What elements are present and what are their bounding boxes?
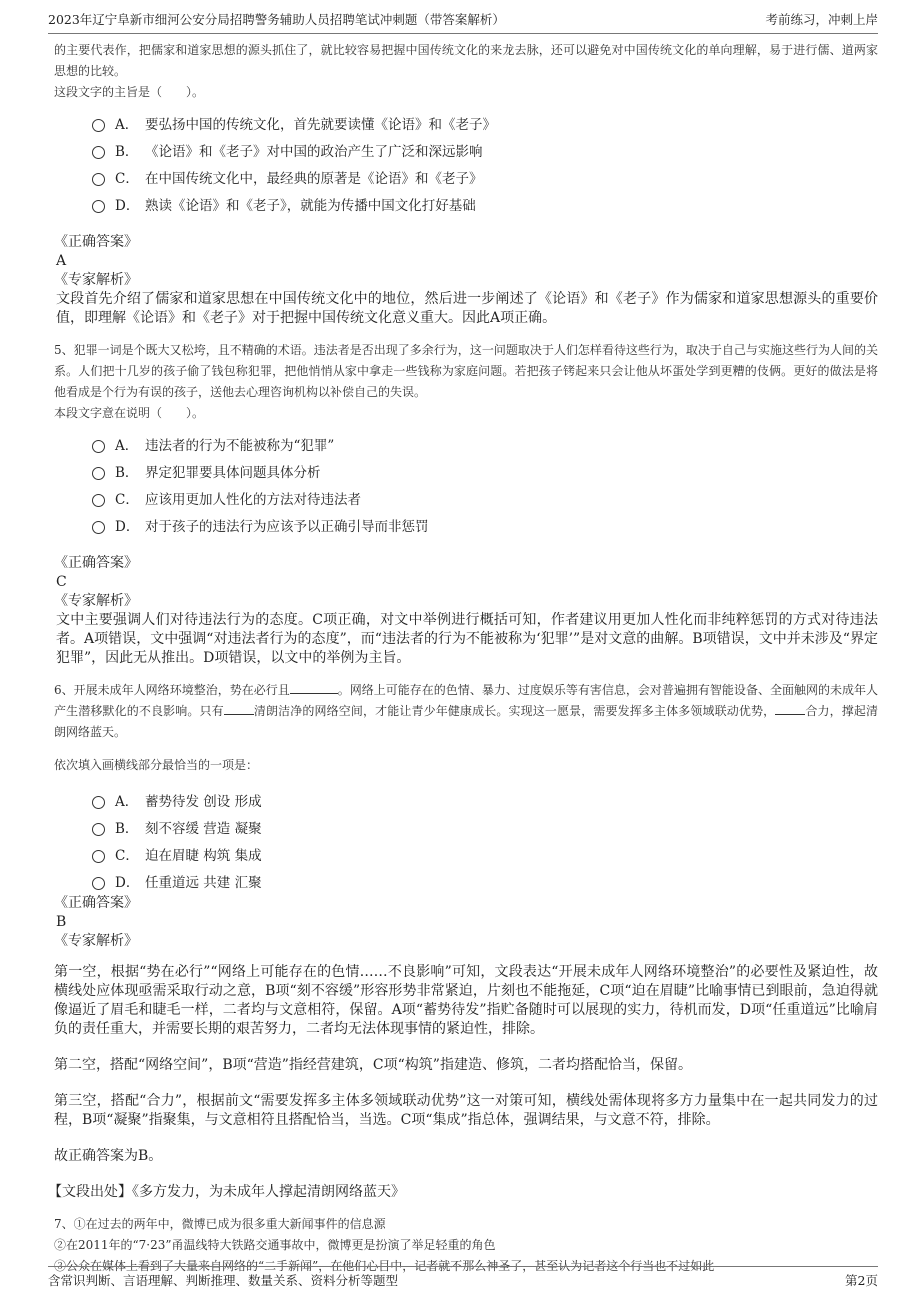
option-letter: A． bbox=[115, 437, 139, 454]
option-text: 应该用更加人性化的方法对待违法者 bbox=[145, 491, 361, 508]
q6-passage-part-3: 清朗洁净的网络空间，才能让青少年健康成长。实现这一愿景，需要发挥多主体多领域联动优势， bbox=[253, 704, 776, 718]
q4-option-c[interactable] bbox=[92, 163, 878, 190]
q5-analysis-label: 《专家解析》 bbox=[54, 593, 138, 609]
option-letter: B． bbox=[115, 820, 139, 837]
radio-button[interactable] bbox=[92, 173, 105, 186]
option-letter: C． bbox=[115, 847, 139, 864]
page-footer bbox=[48, 1266, 878, 1289]
radio-button[interactable] bbox=[92, 146, 105, 159]
q5-question: 本段文字意在说明（ ）。 bbox=[54, 406, 205, 420]
q6-blank-2 bbox=[224, 714, 254, 715]
q6-passage-part-2: 。网络上可能存在的色情、暴力、过度娱乐等有害信息，会对普遍拥有智能设备、全面触网的未成年人产生潜移默化的不良影响。只有 bbox=[54, 683, 878, 718]
option-letter: C． bbox=[115, 491, 139, 508]
q5-analysis: 文中主要强调人们对待违法行为的态度。C项正确，对文中举例进行概括可知，作者建议用更加人性化而非纯粹惩罚的方式对待违法者。A项错误，文中强调“对违法者行为的态度”，而“违法者的行为不能被称为‘犯罪’”是对文意的曲解。B项错误，文中并未涉及“界定犯罪”，因此无从推出。D项错误，以文中的举例为主旨。 bbox=[56, 612, 878, 666]
q4-answer-label: 《正确答案》 bbox=[54, 234, 138, 250]
question-5 bbox=[54, 340, 878, 668]
option-text: 任重道远 共建 汇聚 bbox=[145, 874, 262, 891]
q6-analysis-label: 《专家解析》 bbox=[54, 933, 138, 949]
option-text: 迫在眉睫 构筑 集成 bbox=[145, 847, 262, 864]
option-text: 对于孩子的违法行为应该予以正确引导而非惩罚 bbox=[145, 518, 429, 535]
q4-question: 这段文字的主旨是（ ）。 bbox=[54, 85, 205, 99]
option-letter: C． bbox=[115, 170, 139, 187]
q5-option-d[interactable] bbox=[92, 511, 878, 538]
page-content bbox=[48, 40, 878, 1277]
header-slogan: 考前练习，冲刺上岸 bbox=[765, 11, 878, 27]
q6-explanation-paragraph: 第三空，搭配“合力”，根据前文“需要发挥多主体多领域联动优势”这一对策可知，横线处需体现将多方力量集中在一起共同发力的过程，B项“凝聚”指聚集，与文意相符且搭配恰当，当选。C项“集成”指总体，强调结果，与文意不符，排除。 bbox=[54, 1093, 878, 1128]
q6-option-d[interactable] bbox=[92, 867, 878, 894]
option-letter: A． bbox=[115, 793, 139, 810]
q6-explanations bbox=[54, 963, 878, 1166]
radio-button[interactable] bbox=[92, 440, 105, 453]
q5-passage: 5、犯罪一词是个既大又松垮，且不精确的术语。违法者是否出现了多余行为，这一问题取决于人们怎样看待这些行为，取决于自己与实施这些行为人间的关系。人们把十几岁的孩子偷了钱包称犯罪，把他悄悄从家中拿走一些钱称为家庭问题。若把孩子铐起来只会让他从坏蛋处学到更糟的伎俩。更好的做法是将他看成是个行为有误的孩子，送他去心理咨询机构以补偿自己的失误。 bbox=[54, 343, 878, 399]
option-letter: D． bbox=[115, 518, 140, 535]
option-text: 要弘扬中国的传统文化，首先就要读懂《论语》和《老子》 bbox=[145, 116, 496, 133]
q6-option-a[interactable] bbox=[92, 786, 878, 813]
q5-option-c[interactable] bbox=[92, 484, 878, 511]
header-title: 2023年辽宁阜新市细河公安分局招聘警务辅助人员招聘笔试冲刺题（带答案解析） bbox=[48, 11, 505, 27]
option-text: 《论语》和《老子》对中国的政治产生了广泛和深远影响 bbox=[145, 143, 483, 160]
q5-option-b[interactable] bbox=[92, 457, 878, 484]
q6-explanation-paragraph: 故正确答案为B。 bbox=[54, 1148, 163, 1164]
q4-answer: A bbox=[56, 253, 67, 269]
q6-option-b[interactable] bbox=[92, 813, 878, 840]
q7-line: 7、①在过去的两年中，微博已成为很多重大新闻事件的信息源 bbox=[54, 1217, 386, 1231]
option-text: 界定犯罪要具体问题具体分析 bbox=[145, 464, 321, 481]
radio-button[interactable] bbox=[92, 877, 105, 890]
radio-button[interactable] bbox=[92, 494, 105, 507]
option-letter: D． bbox=[115, 874, 140, 891]
q6-answer: B bbox=[56, 914, 67, 930]
option-letter: B． bbox=[115, 464, 139, 481]
radio-button[interactable] bbox=[92, 119, 105, 132]
q4-option-d[interactable] bbox=[92, 190, 878, 217]
q4-options bbox=[92, 109, 878, 217]
page-header bbox=[48, 8, 878, 34]
q6-source: 【文段出处】《多方发力，为未成年人撑起清朗网络蓝天》 bbox=[48, 1184, 405, 1200]
q5-option-a[interactable] bbox=[92, 430, 878, 457]
q7-line: ②在2011年的“7·23”甬温线特大铁路交通事故中，微博更是扮演了举足轻重的角色 bbox=[54, 1238, 496, 1252]
option-text: 违法者的行为不能被称为“犯罪” bbox=[145, 437, 335, 454]
q4-option-b[interactable] bbox=[92, 136, 878, 163]
radio-button[interactable] bbox=[92, 521, 105, 534]
q6-options bbox=[92, 786, 878, 894]
radio-button[interactable] bbox=[92, 850, 105, 863]
q6-passage bbox=[54, 680, 878, 743]
q6-question: 依次填入画横线部分最恰当的一项是： bbox=[54, 758, 259, 772]
q5-answer-label: 《正确答案》 bbox=[54, 555, 138, 571]
page-number: 第2页 bbox=[845, 1273, 878, 1288]
q4-option-a[interactable] bbox=[92, 109, 878, 136]
q5-answer: C bbox=[56, 574, 67, 590]
option-letter: A． bbox=[115, 116, 139, 133]
option-text: 刻不容缓 营造 凝聚 bbox=[145, 820, 262, 837]
q6-explanation-paragraph: 第二空，搭配“网络空间”，B项“营造”指经营建筑，C项“构筑”指建造、修筑，二者均搭配恰当，保留。 bbox=[54, 1057, 692, 1073]
option-text: 熟读《论语》和《老子》，就能为传播中国文化打好基础 bbox=[145, 197, 476, 214]
question-6 bbox=[48, 680, 878, 1202]
option-text: 在中国传统文化中，最经典的原著是《论语》和《老子》 bbox=[145, 170, 483, 187]
q7-line: ③公众在媒体上看到了大量来自网络的“二手新闻”，在他们心目中，记者就不那么神圣了，甚至认为记者这个行当也不过如此 bbox=[54, 1259, 715, 1273]
option-letter: D． bbox=[115, 197, 140, 214]
q6-passage-part-1: 6、开展未成年人网络环境整治，势在必行且 bbox=[54, 683, 290, 697]
option-text: 蓄势待发 创设 形成 bbox=[145, 793, 262, 810]
q6-option-c[interactable] bbox=[92, 840, 878, 867]
question-4 bbox=[54, 40, 878, 328]
q5-options bbox=[92, 430, 878, 538]
radio-button[interactable] bbox=[92, 823, 105, 836]
radio-button[interactable] bbox=[92, 467, 105, 480]
q4-passage: 的主要代表作，把儒家和道家思想的源头抓住了，就比较容易把握中国传统文化的来龙去脉，还可以避免对中国传统文化的单向理解，易于进行儒、道两家思想的比较。 bbox=[54, 43, 878, 78]
q6-explanation-paragraph: 第一空，根据“势在必行”“网络上可能存在的色情……不良影响”可知，文段表达“开展未成年人网络环境整治”的必要性及紧迫性，故横线处应体现亟需采取行动之意，B项“刻不容缓”形容形势非常紧迫，片刻也不能拖延，C项“迫在眉睫”比喻事情已到眼前，急迫得就像逼近了眉毛和睫毛一样，二者均与文意相符，保留。A项“蓄势待发”指贮备随时可以展现的实力，待机而发，D项“任重道远”比喻肩负的责任重大，并需要长期的艰苦努力，二者均无法体现事情的紧迫性，排除。 bbox=[54, 964, 878, 1037]
q6-blank-3 bbox=[775, 714, 805, 715]
q6-passage-part-4: 合力，撑起清朗网络蓝天。 bbox=[54, 704, 878, 739]
footer-left: 含常识判断、言语理解、判断推理、数量关系、资料分析等题型 bbox=[48, 1273, 399, 1288]
radio-button[interactable] bbox=[92, 796, 105, 809]
q4-analysis: 文段首先介绍了儒家和道家思想在中国传统文化中的地位，然后进一步阐述了《论语》和《老子》作为儒家和道家思想源头的重要价值，即理解《论语》和《老子》对于把握中国传统文化意义重大。因此A项正确。 bbox=[56, 291, 878, 326]
radio-button[interactable] bbox=[92, 200, 105, 213]
q6-answer-label: 《正确答案》 bbox=[54, 895, 138, 911]
q4-analysis-label: 《专家解析》 bbox=[54, 272, 138, 288]
option-letter: B． bbox=[115, 143, 139, 160]
q6-blank-1 bbox=[290, 693, 338, 694]
